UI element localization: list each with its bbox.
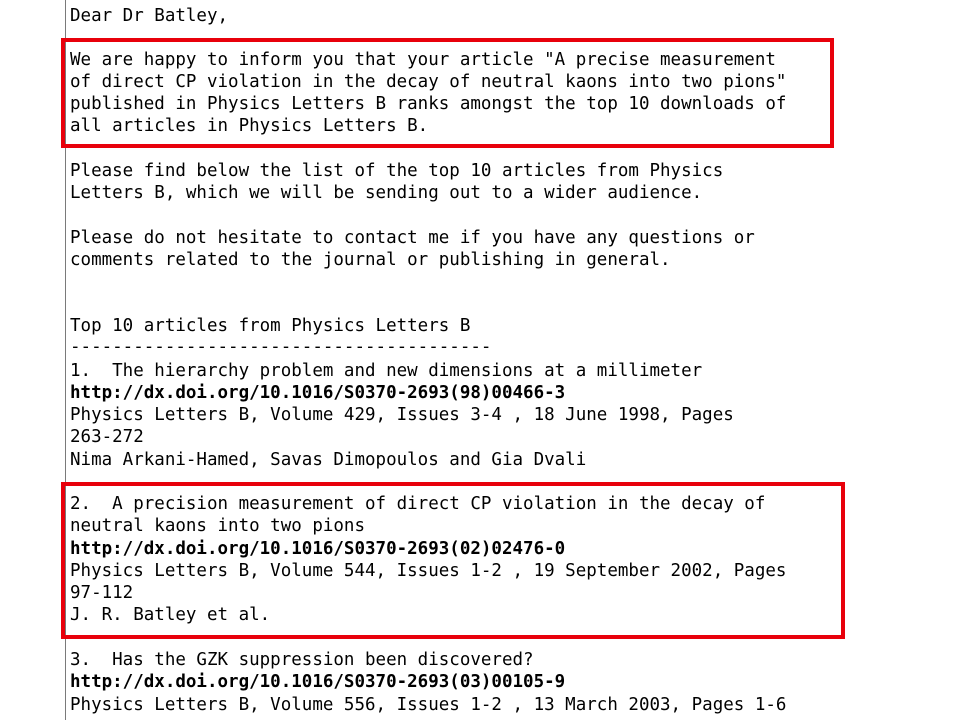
- article-2-highlight-box: [61, 482, 845, 639]
- article-citation: Physics Letters B, Volume 544, Issues 1-2 , 19 September 2002, Pages: [70, 561, 787, 581]
- article-title: 2. A precision measurement of direct CP violation in the decay of: [70, 494, 766, 514]
- intro-highlight-box: [61, 38, 834, 148]
- article-citation: Physics Letters B, Volume 429, Issues 3-4 , 18 June 1998, Pages: [70, 405, 734, 425]
- article-doi-link[interactable]: http://dx.doi.org/10.1016/S0370-2693(03)00105-9: [70, 672, 566, 692]
- contact-note-line: Please do not hesitate to contact me if you have any questions or: [70, 228, 755, 248]
- article-doi-link[interactable]: http://dx.doi.org/10.1016/S0370-2693(02)02476-0: [70, 539, 566, 559]
- intro-line: all articles in Physics Letters B.: [70, 116, 429, 136]
- article-title: neutral kaons into two pions: [70, 516, 366, 536]
- article-citation: 97-112: [70, 583, 134, 603]
- intro-line: of direct CP violation in the decay of neutral kaons into two pions": [70, 72, 787, 92]
- greeting: Dear Dr Batley,: [70, 6, 229, 26]
- article-doi-link[interactable]: http://dx.doi.org/10.1016/S0370-2693(98)00466-3: [70, 383, 566, 403]
- contact-note-line: comments related to the journal or publishing in general.: [70, 250, 671, 270]
- intro-line: We are happy to inform you that your article "A precise measurement: [70, 50, 776, 70]
- article-authors: J. R. Batley et al.: [70, 605, 271, 625]
- list-note-line: Letters B, which we will be sending out to a wider audience.: [70, 183, 703, 203]
- article-title: 1. The hierarchy problem and new dimensions at a millimeter: [70, 361, 703, 381]
- list-note-line: Please find below the list of the top 10 articles from Physics: [70, 161, 724, 181]
- list-heading: Top 10 articles from Physics Letters B: [70, 316, 471, 336]
- intro-line: published in Physics Letters B ranks amongst the top 10 downloads of: [70, 94, 787, 114]
- article-authors: Nima Arkani-Hamed, Savas Dimopoulos and Gia Dvali: [70, 450, 587, 470]
- article-citation: Physics Letters B, Volume 556, Issues 1-2 , 13 March 2003, Pages 1-6: [70, 695, 787, 715]
- article-title: 3. Has the GZK suppression been discovered?: [70, 650, 534, 670]
- article-citation: 263-272: [70, 427, 144, 447]
- list-heading-rule: ----------------------------------------: [70, 337, 492, 357]
